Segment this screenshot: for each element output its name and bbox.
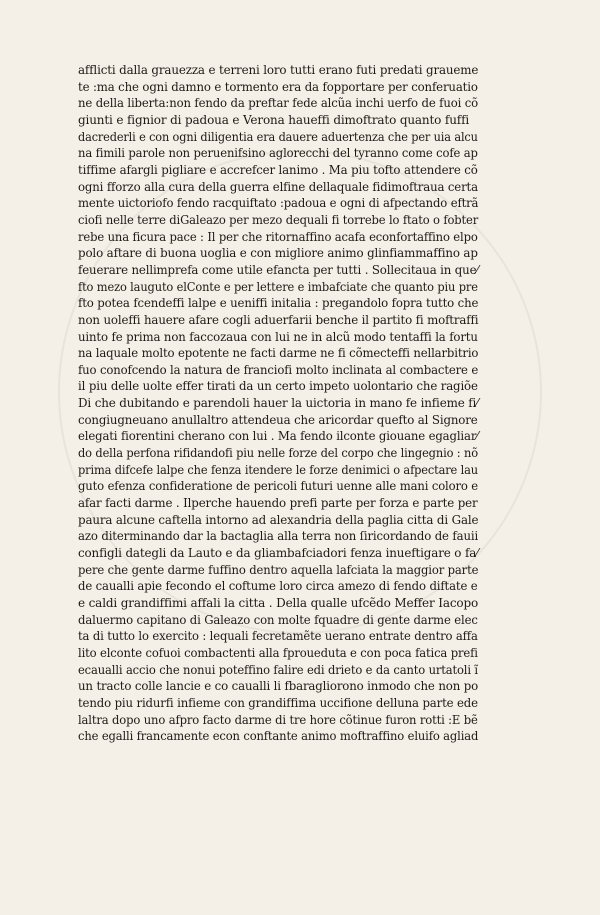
text-line: lito elconte cofuoi combactenti alla fproueduta e con poca fatica prefi [78,645,478,660]
text-line: ciofi nelle terre diGaleazo per mezo dequali fi torrebe lo ftato o fobter [78,212,479,227]
text-line: giunti e fignior di padoua e Verona haueffi dimoftrato quanto fuffi [78,112,470,127]
text-line: paura alcune caftella intorno ad alexandria della paglia citta di Gale [78,512,479,527]
text-line: fto mezo lauguto elConte e per lettere e imbafciate che quanto piu pre [78,279,478,294]
text-block [78,62,478,745]
text-line: ecaualli accio che nonui poteffino falire edi drieto e da canto urtatoli ĩ [78,662,478,677]
text-line: il piu delle uolte effer tirati da un certo impeto uolontario che ragiõe [78,379,478,394]
text-line: tiffime afargli pigliare e accrefcer lanimo . Ma piu tofto attendere cõ [78,162,478,177]
text-line: daluermo capitano di Galeazo con molte fquadre di gente darme elec [78,612,478,627]
text-line: tendo piu ridurfi infieme con grandiffima uccifione delluna parte ede [78,695,478,710]
text-line: Di che dubitando e parendoli hauer la uictoria in mano fe infieme fi⁄ [78,396,479,411]
text-line: prima difcefe lalpe che fenza itendere le forze denimici o afpectare lau [78,462,479,477]
text-line: e caldi grandiffimi affali la citta . Della qualle ufcẽdo Meffer Iacopo [78,596,479,610]
text-line: guto efenza confideratione de pericoli futuri uenne alle mani coloro e [78,479,479,494]
text-line: configli dategli da Lauto e da gliambafciadori fenza inueftigare o fa⁄ [78,546,479,561]
text-line: ta di tutto lo exercito : lequali fecretamẽte uerano entrate dentro affa [78,629,478,644]
text-line: fto potea fcendeffi lalpe e ueniffi initalia : pregandolo fopra tutto che [78,296,479,311]
text-line: un tracto colle lancie e co caualli li fbaragliorono inmodo che non po [78,679,479,694]
text-line: rebe una ficura pace : Il per che ritornaffino acafa econfortaffino elpo [78,229,478,244]
text-line: elegati fiorentini cherano con lui . Ma fendo ilconte giouane egagliar⁄ [78,429,479,444]
text-line: dacrederli e con ogni diligentia era dauere aduertenza che per uia alcu [78,129,478,144]
text-line: afflicti dalla grauezza e terreni loro tutti erano futi predati graueme [78,63,479,77]
text-line: che egalli francamente econ conftante animo moftraffino eluifo agliad [78,729,479,744]
text-line: na laquale molto epotente ne facti darme ne fi cõmecteffi nellarbitrio [78,346,479,361]
text-line: pere che gente darme fuffino dentro aquella lafciata la maggior parte [78,562,479,577]
text-line: do della perfona rifidandofi piu nelle forze del corpo che lingegnio : nõ [78,446,478,461]
text-line: uinto fe prima non faccozaua con lui ne in alcũ modo tentaffi la fortu [78,329,478,344]
text-line: congiugneuano anullaltro attendeua che aricordar quefto al Signore [78,412,478,427]
text-line: fuo conofcendo la natura de franciofi molto inclinata al combactere e [78,362,479,377]
text-line: feuerare nellimprefa come utile efancta per tutti . Sollecitaua in que⁄ [78,262,479,277]
text-line: mente uictoriofo fendo racquiftato :padoua e ogni di afpectando eftrã [78,196,479,211]
text-line: ne della liberta:non fendo da preftar fede alcũa inchi uerfo de fuoi cõ [78,96,479,111]
text-line: na fimili parole non peruenifsino aglorecchi del tyranno come cofe ap [78,146,478,161]
text-line: laltra dopo uno afpro facto darme di tre hore cõtinue furon rotti :E bẽ [78,712,478,727]
text-line: ogni fforzo alla cura della guerra elfine dellaquale fidimoftraua certa [78,179,478,194]
text-line: polo aftare di buona uoglia e con migliore animo glinfiammaffino ap [78,246,478,261]
text-line: te :ma che ogni damno e tormento era da fopportare per conferuatio [78,79,478,94]
text-line: non uoleffi hauere afare cogli aduerfarii benche il partito fi moftraffi [78,312,479,327]
text-line: de caualli apie fecondo el coftume loro circa amezo di fendo diftate e [78,579,478,594]
text-line: afar facti darme . Ilperche hauendo prefi parte per forza e parte per [78,496,478,511]
text-line: azo diterminando dar la bactaglia alla terra non ſiricordando de fauii [78,529,479,544]
